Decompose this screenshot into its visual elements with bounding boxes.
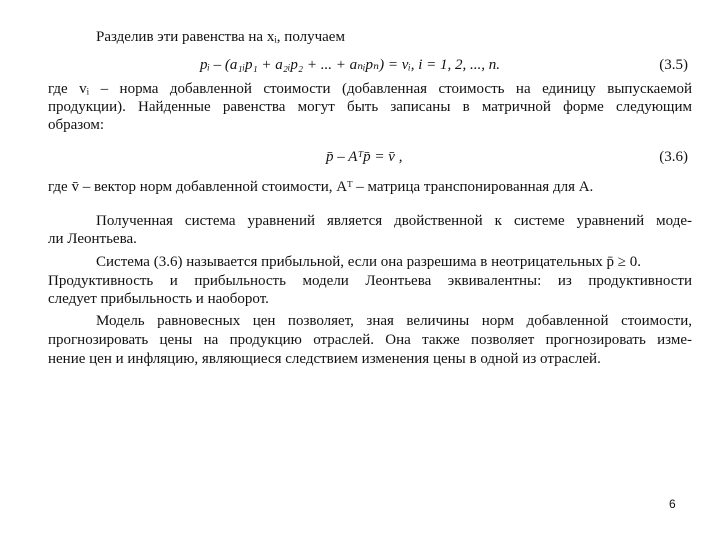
paragraph-line: ли Леонтьева. <box>48 231 137 247</box>
paragraph-line: Продуктивность и прибыльность модели Леонтьева эквивалентны: из продуктивности <box>48 273 692 289</box>
page-number: 6 <box>669 497 676 511</box>
paragraph-line: образом: <box>48 117 105 133</box>
paragraph-line: Полученная система уравнений является двойственной к системе уравнений моде- <box>96 213 692 229</box>
intro-text: Разделив эти равенства на xᵢ, получаем <box>96 29 345 45</box>
paragraph-line: где vᵢ – норма добавленной стоимости (добавленная стоимость на единицу выпускаемой <box>48 81 692 97</box>
equation-3-6: p̄ – Aᵀp̄ = v̄ , <box>326 149 403 165</box>
paragraph-line: Система (3.6) называется прибыльной, если она разрешима в неотрицательных p̄ ≥ 0. <box>96 254 642 270</box>
paragraph-line: где v̄ – вектор норм добавленной стоимости, Aᵀ – матрица транспонированная для A. <box>48 179 594 195</box>
equation-number-3-5: (3.5) <box>659 57 688 73</box>
equation-number-3-6: (3.6) <box>659 149 688 165</box>
paragraph-line: продукции). Найденные равенства могут быть записаны в матричной форме следующим <box>48 99 692 115</box>
paragraph-line: прогнозировать цены на продукцию отраслей. Она также позволяет прогнозировать изме- <box>48 332 692 348</box>
paragraph-line: Модель равновесных цен позволяет, зная величины норм добавленной стоимости, <box>96 313 692 329</box>
equation-3-5: pᵢ – (a₁ᵢp₁ + a₂ᵢp₂ + ... + aₙᵢpₙ) = vᵢ, i = 1, 2, ..., n. <box>200 57 501 73</box>
paragraph-line: следует прибыльность и наоборот. <box>48 291 269 307</box>
paragraph-line: нение цен и инфляцию, являющиеся следствием изменения цены в одной из отраслей. <box>48 351 601 367</box>
